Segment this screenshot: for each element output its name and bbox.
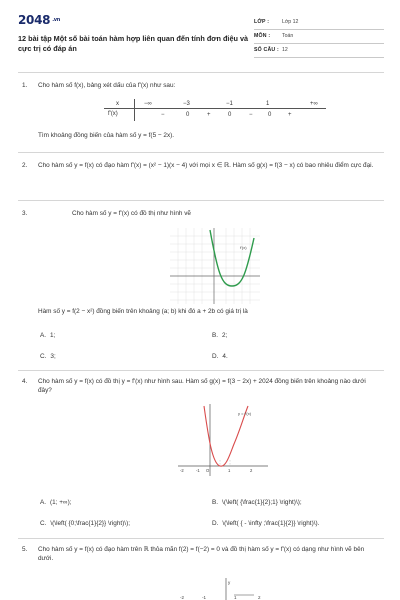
option-a[interactable]: A. (1; +∞);	[40, 499, 72, 506]
divider	[18, 152, 384, 153]
question-1: 1. Cho hàm số f(x), bảng xét dấu của f'(x) như sau: Tìm khoảng đồng biến của hàm số y = f(5 − 2x).	[22, 82, 378, 142]
svg-text:-1: -1	[196, 468, 200, 473]
svg-text:2: 2	[258, 595, 261, 600]
svg-text:-1: -1	[202, 595, 207, 600]
meta-question-count: SỐ CÂU : 12	[254, 44, 384, 58]
meta-grade: LỚP : Lớp 12	[254, 16, 384, 30]
question-text: Cho hàm số y = f'(x) có đồ thị như hình vẽ	[72, 210, 191, 217]
svg-text:f'(x): f'(x)	[240, 245, 247, 250]
svg-text:y: y	[228, 580, 231, 585]
option-c[interactable]: C. \(\left( {0;\frac{1}{2}} \right)\);	[40, 520, 130, 527]
graph-fprime-q3	[170, 228, 260, 304]
question-2: 2. Cho hàm số y = f(x) có đạo hàm f'(x) = (x² − 1)(x − 4) với mọi x ∈ ℝ. Hàm số g(x) = f(3 − x) có bao nhiêu điểm cực đại.	[22, 162, 378, 192]
svg-text:2: 2	[250, 468, 253, 473]
svg-text:-2: -2	[180, 595, 185, 600]
question-text: Cho hàm số y = f(x) có đạo hàm trên ℝ thỏa mãn f(2) = f(−2) = 0 và đồ thị hàm số y = f'(x) có dạng như hình vẽ bên dưới.	[38, 546, 365, 562]
graph-fprime-q4	[178, 404, 270, 476]
question-subtext: Hàm số y = f(2 − x²) đồng biến trên khoảng (a; b) khi đó a + 2b có giá trị là	[38, 308, 248, 315]
option-a[interactable]: A. 1;	[40, 332, 56, 339]
svg-text:O: O	[206, 468, 210, 473]
question-subtext: Tìm khoảng đồng biến của hàm số y = f(5 − 2x).	[38, 132, 175, 139]
option-d[interactable]: D. \(\left( { - \infty ;\frac{1}{2}} \right)\).	[212, 520, 320, 527]
divider	[18, 370, 384, 371]
svg-text:y = f'(x): y = f'(x)	[238, 411, 252, 416]
option-d[interactable]: D. 4.	[212, 353, 228, 360]
question-4: 4. Cho hàm số y = f(x) có đồ thị y = f'(x) như hình sau. Hàm số g(x) = f(3 − 2x) + 2024 đồng biến trên khoảng nào dưới đây?	[22, 378, 378, 528]
sign-table: x f'(x) −∞ −3 −1 1 +∞ − 0 + 0 − 0 +	[104, 99, 326, 121]
graph-fprime-q5	[176, 578, 272, 600]
svg-text:1: 1	[228, 468, 231, 473]
divider	[18, 200, 384, 201]
option-b[interactable]: B. \(\left( {\frac{1}{2};1} \right)\);	[212, 499, 302, 506]
svg-text:1: 1	[234, 595, 237, 600]
brand-logo[interactable]: 2048 .vn	[18, 13, 61, 27]
meta-subject: MÔN : Toán	[254, 30, 384, 44]
question-3: 3. Cho hàm số y = f'(x) có đồ thị như hình vẽ Hàm số y = f(2 − x²) đồng biến trên khoảng (a; b) khi đó a + 2b có giá trị là	[22, 210, 378, 360]
divider	[18, 538, 384, 539]
svg-text:-2: -2	[180, 468, 184, 473]
document-header	[18, 12, 384, 70]
option-c[interactable]: C. 3;	[40, 353, 56, 360]
question-text: Cho hàm số f(x), bảng xét dấu của f'(x) như sau:	[38, 82, 176, 89]
curve-fprime	[210, 230, 254, 286]
question-text: Cho hàm số y = f(x) có đồ thị y = f'(x) như hình sau. Hàm số g(x) = f(3 − 2x) + 2024 đồng biến trên khoảng nào dưới đây?	[38, 378, 366, 394]
document-meta	[254, 16, 384, 58]
document-title: 12 bài tập Một số bài toán hàm hợp liên quan đến tính đơn điệu và cực trị có đáp án	[18, 34, 249, 54]
option-b[interactable]: B. 2;	[212, 332, 228, 339]
question-5: 5. Cho hàm số y = f(x) có đạo hàm trên ℝ thỏa mãn f(2) = f(−2) = 0 và đồ thị hàm số y = f'(x) có dạng như hình vẽ bên dưới.	[22, 546, 378, 576]
question-text: Cho hàm số y = f(x) có đạo hàm f'(x) = (x² − 1)(x − 4) với mọi x ∈ ℝ. Hàm số g(x) = f(3 − x) có bao nhiêu điểm cực đại.	[38, 162, 374, 169]
divider	[18, 72, 384, 73]
